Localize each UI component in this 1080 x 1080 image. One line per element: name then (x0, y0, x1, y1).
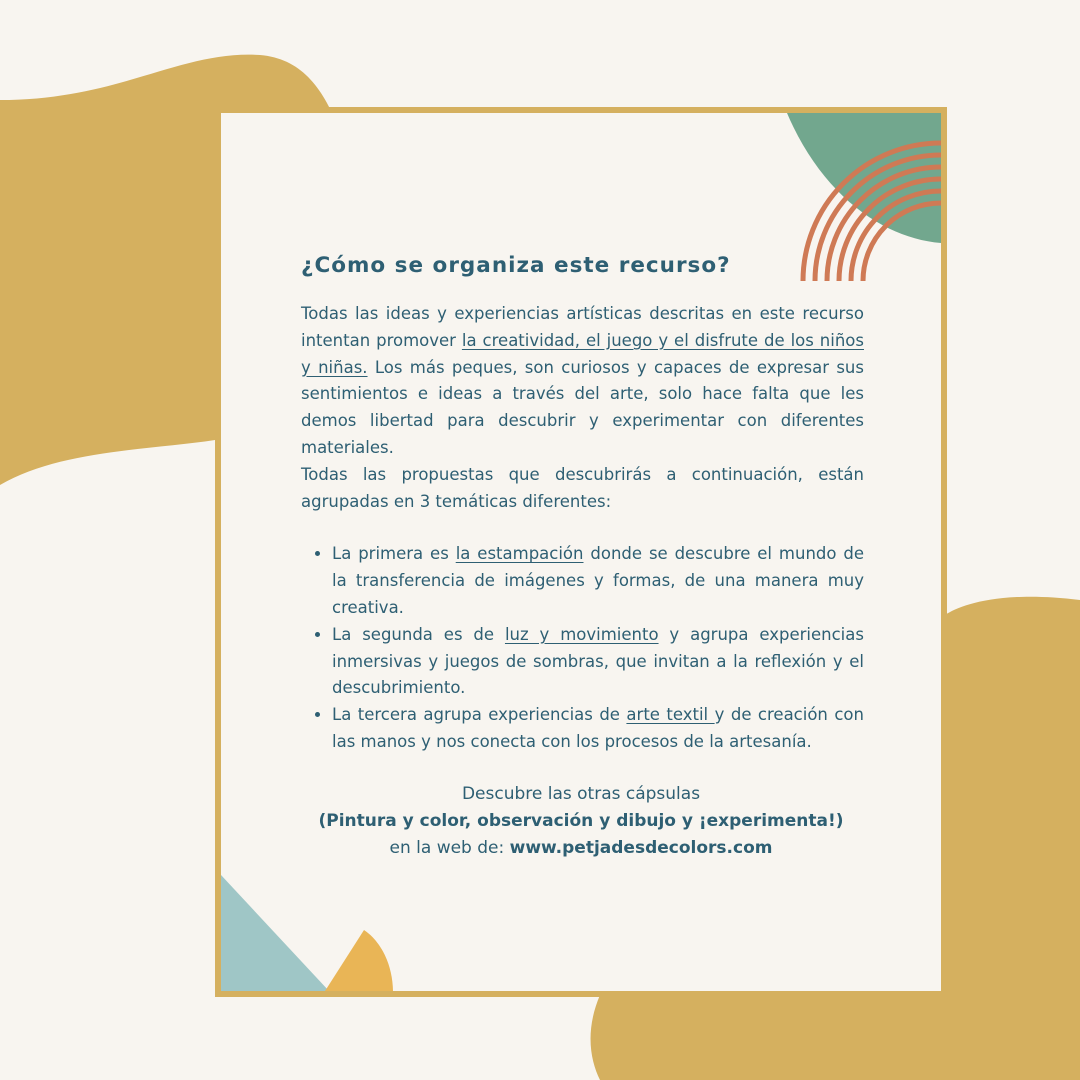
list-item (332, 622, 864, 702)
website-link[interactable]: www.petjadesdecolors.com (509, 838, 773, 858)
footer-line-1: Descubre las otras cápsulas (461, 784, 701, 804)
intro-text-1: Todas las ideas y experiencias artísticas descritas en este recurso intentan promover (301, 304, 864, 350)
green-quarter-circle (787, 113, 941, 243)
mustard-half-circle (325, 930, 393, 991)
bullet-text: y agrupa experiencias inmersivas y juegos de sombras, que invitan a la reflexión y el descubrimiento. (332, 624, 864, 698)
main-content (301, 251, 864, 756)
footer-line-3 (261, 835, 901, 862)
footer-note (261, 781, 901, 862)
intro-text-2: Los más peques, son curiosos y capaces de expresar sus sentimientos e ideas a través del arte, solo hace falta que les demos libertad para descubrir y experimentar con diferentes materiales. (301, 357, 864, 457)
intro-paragraph (301, 301, 864, 462)
theme-link-estampacion[interactable]: la estampación (455, 544, 584, 564)
intro-highlight-link[interactable]: la creatividad, el juego y el disfrute de los niños y niñas. (301, 330, 864, 377)
bullet-text: La segunda es de (332, 624, 505, 644)
intro-paragraph-2: Todas las propuestas que descubrirás a continuación, están agrupadas en 3 temáticas diferentes: (301, 464, 864, 511)
bullet-text: La primera es (332, 544, 456, 564)
footer-web-label: en la web de: (389, 838, 510, 858)
theme-link-luz-movimiento[interactable]: luz y movimiento (504, 624, 659, 644)
teal-triangle (221, 875, 329, 991)
list-item (332, 541, 864, 621)
bullet-text: y de creación con las manos y nos conecta con los procesos de la artesanía. (332, 705, 864, 751)
content-card (215, 107, 947, 997)
page-title: ¿Cómo se organiza este recurso? (301, 253, 731, 278)
bullet-text: La tercera agrupa experiencias de (332, 705, 627, 725)
bullet-text: donde se descubre el mundo de la transferencia de imágenes y formas, de una manera muy creativa. (332, 544, 864, 617)
theme-link-arte-textil[interactable]: arte textil (626, 705, 715, 725)
themes-list (301, 541, 864, 755)
footer-line-2: (Pintura y color, observación y dibujo y ¡experimenta!) (318, 811, 844, 831)
list-item (332, 702, 864, 756)
